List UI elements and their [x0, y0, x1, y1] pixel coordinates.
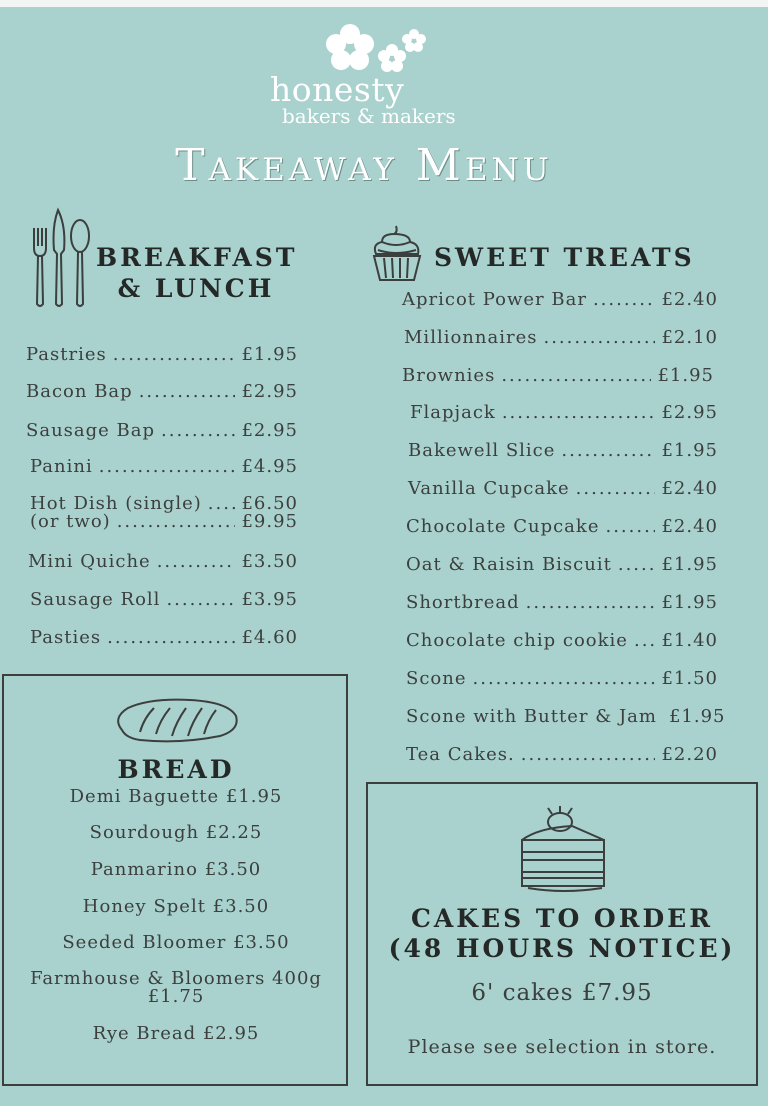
bread-item: Honey Spelt £3.50: [82, 896, 270, 917]
leader-dots: [117, 513, 236, 531]
item-name: Sausage Bap: [26, 420, 156, 441]
leader-dots: [526, 592, 656, 613]
bread-item: Sourdough £2.25: [89, 822, 263, 843]
leader-dots: [576, 478, 656, 499]
bread-panel: [2, 674, 348, 1086]
cakes-note: Please see selection in store.: [407, 1036, 717, 1058]
item-name: Sausage Roll: [30, 589, 161, 610]
item-price: £9.95: [241, 511, 298, 532]
menu-item: [406, 668, 718, 689]
bread-heading: BREAD: [117, 755, 235, 784]
item-name: Shortbread: [406, 592, 520, 613]
leader-dots: [634, 630, 656, 651]
item-price: £1.40: [661, 630, 718, 651]
menu-item: [26, 344, 298, 365]
item-price: £2.40: [661, 289, 718, 310]
menu-item: [406, 744, 718, 765]
item-name: Panini: [30, 456, 93, 477]
top-strip: [0, 0, 768, 7]
leader-dots: [605, 516, 655, 537]
leader-dots: [501, 365, 651, 386]
leader-dots: [139, 381, 236, 402]
leader-dots: [618, 554, 656, 575]
bread-item-price: £1.75: [147, 986, 205, 1007]
cakes-heading-line1: CAKES TO ORDER: [411, 904, 713, 933]
item-price: £6.50: [241, 493, 298, 514]
menu-item: [28, 551, 298, 572]
logo-tagline: bakers & makers: [282, 104, 456, 128]
leader-dots: [502, 402, 656, 423]
item-name: Vanilla Cupcake: [408, 478, 570, 499]
bread-item: Seeded Bloomer £3.50: [62, 932, 290, 953]
item-price: £2.95: [241, 381, 298, 402]
leader-dots: [561, 440, 655, 461]
item-price: £1.95: [657, 365, 714, 386]
menu-item-hot-dish-two: [30, 513, 298, 531]
bread-item: Farmhouse & Bloomers 400g: [30, 968, 322, 989]
cupcake-icon: [368, 222, 426, 284]
menu-item: [26, 381, 298, 402]
menu-item: [410, 402, 718, 423]
item-price: £1.95: [241, 344, 298, 365]
menu-item: [408, 478, 718, 499]
cakes-heading: [368, 904, 756, 964]
breakfast-heading-line2: & LUNCH: [117, 274, 275, 303]
leader-dots: [157, 551, 236, 572]
menu-item: [406, 516, 718, 537]
item-price: £1.95: [661, 554, 718, 575]
item-price: £2.20: [661, 744, 718, 765]
item-name: Chocolate chip cookie: [406, 630, 628, 651]
menu-item: [30, 627, 298, 648]
leader-dots: [473, 668, 656, 689]
item-name: Flapjack: [410, 402, 496, 423]
menu-item: [26, 420, 298, 441]
bread-item: Panmarino £3.50: [90, 859, 262, 880]
item-name: Scone with Butter & Jam: [406, 706, 657, 727]
menu-item: [406, 592, 718, 613]
bread-item: Demi Baguette £1.95: [69, 786, 283, 807]
bread-item: Rye Bread £2.95: [92, 1023, 260, 1044]
menu-item: [402, 289, 718, 310]
item-name: Chocolate Cupcake: [406, 516, 600, 537]
leader-dots: [543, 327, 655, 348]
leader-dots: [208, 495, 236, 513]
leader-dots: [99, 456, 236, 477]
leader-dots: [113, 344, 236, 365]
item-name: Scone: [406, 668, 467, 689]
menu-item: [402, 365, 714, 386]
menu-item: [30, 589, 298, 610]
item-price: £1.95: [661, 592, 718, 613]
menu-item: [30, 456, 298, 477]
item-price: £2.95: [661, 402, 718, 423]
logo-name: honesty: [270, 70, 405, 109]
item-name: Brownies: [402, 365, 496, 386]
menu-item: [404, 327, 718, 348]
item-name: Mini Quiche: [28, 551, 151, 572]
item-name: Bakewell Slice: [408, 440, 556, 461]
item-name: Pastries: [26, 344, 107, 365]
item-name: Bacon Bap: [26, 381, 133, 402]
cakes-price: 6' cakes £7.95: [471, 980, 653, 1006]
item-price: £1.95: [661, 440, 718, 461]
item-name: Hot Dish (single): [30, 493, 202, 514]
item-price: £3.95: [241, 589, 298, 610]
leader-dots: [166, 589, 235, 610]
item-price: £2.10: [661, 327, 718, 348]
leader-dots: [161, 420, 235, 441]
item-name: (or two): [30, 511, 111, 532]
breakfast-heading-line1: BREAKFAST: [96, 243, 298, 272]
cutlery-icon: [28, 206, 92, 310]
item-name: Millionnaires: [404, 327, 538, 348]
item-name: Apricot Power Bar: [402, 289, 587, 310]
item-price: £1.50: [661, 668, 718, 689]
menu-item: [406, 554, 718, 575]
cake-slice-icon: [518, 800, 610, 896]
brand-logo: [262, 22, 502, 132]
cakes-heading-line2: (48 HOURS NOTICE): [388, 934, 736, 963]
bread-loaf-icon: [110, 694, 242, 746]
item-price: £4.60: [241, 627, 298, 648]
item-price: £1.95: [668, 706, 726, 727]
leader-dots: [107, 627, 235, 648]
item-name: Oat & Raisin Biscuit: [406, 554, 612, 575]
item-price: £2.95: [241, 420, 298, 441]
sweet-heading: SWEET TREATS: [434, 243, 695, 272]
cakes-panel: [366, 782, 758, 1086]
leader-dots: [521, 744, 656, 765]
item-price: £2.40: [661, 516, 718, 537]
item-price: £3.50: [241, 551, 298, 572]
leader-dots: [593, 289, 656, 310]
menu-item: [408, 440, 718, 461]
item-name: Tea Cakes.: [406, 744, 515, 765]
breakfast-heading: [96, 242, 296, 304]
item-price: £2.40: [661, 478, 718, 499]
item-price: £4.95: [241, 456, 298, 477]
item-name: Pasties: [30, 627, 102, 648]
menu-item: [406, 630, 718, 651]
menu-item: [406, 706, 726, 727]
page-title: Takeaway Menu: [175, 140, 553, 191]
